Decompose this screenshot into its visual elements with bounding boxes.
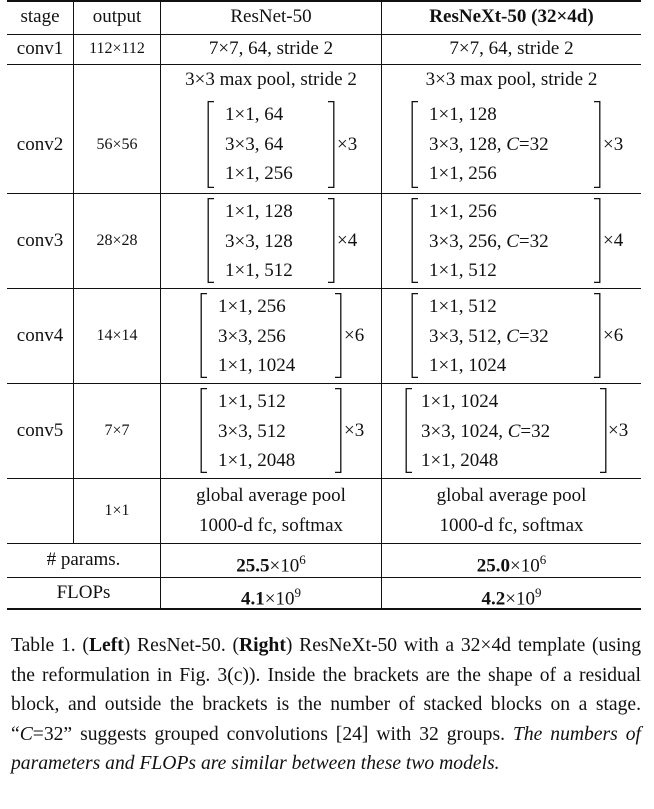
flops-resnet-exp: 9: [294, 585, 301, 600]
conv3-resnext-multiplier: ×4: [603, 229, 624, 251]
conv4-resnet-bracket-right: [334, 293, 342, 378]
conv5-stage: conv5: [16, 419, 64, 441]
conv2-output: 56×56: [96, 135, 138, 153]
params-resnext-base: ×10: [510, 555, 540, 577]
conv4-resnet-bracket-left: [200, 293, 208, 378]
conv3-resnext-mid-text: 3×3, 256,: [429, 230, 507, 252]
conv5-resnet-bracket-right: [334, 388, 342, 473]
conv5-resnext-bracket-left: [405, 388, 413, 473]
rule-top: [7, 0, 641, 2]
caption-part1: ) ResNet-50. (: [123, 635, 240, 656]
conv5-resnext-line: [421, 421, 550, 443]
params-resnet-mantissa: 25.5: [236, 555, 270, 577]
conv2-resnext-mid-text: 3×3, 128,: [429, 133, 507, 155]
vrule-stage: [73, 0, 74, 543]
caption-part2: ) ResNeXt-50 with a 32×4d template (using the reformulation in Fig. 3(c)). Inside the brackets are the shape of a residual block, and outside the brackets is the number of stacked blocks on a stage. “: [11, 635, 642, 745]
params-resnet-base: ×10: [269, 555, 300, 577]
conv4-resnext-line: 1×1, 1024: [429, 355, 507, 376]
conv2-resnext-line: 1×1, 128: [429, 104, 497, 125]
conv4-resnext-mid-text: 3×3, 512,: [429, 325, 507, 347]
conv4-resnext-multiplier: ×6: [603, 324, 624, 346]
conv1-resnet: 7×7, 64, stride 2: [208, 38, 334, 59]
conv4-output: 14×14: [96, 326, 138, 344]
final-resnext-fc: 1000-d fc, softmax: [439, 515, 584, 536]
conv2-resnext-line: [429, 134, 549, 156]
params-resnext-exp: 6: [539, 552, 547, 567]
conv4-resnet-line: 3×3, 256: [218, 325, 286, 347]
final-resnet-pool: global average pool: [196, 485, 346, 506]
architecture-table: [7, 0, 641, 609]
final-resnext-pool: global average pool: [436, 485, 587, 506]
conv4-resnet-line: 1×1, 1024: [218, 355, 296, 376]
flops-resnext-exp: 9: [534, 585, 542, 600]
caption-prefix: Table 1. (: [11, 635, 89, 656]
caption-left: Left: [88, 635, 124, 656]
conv1-resnext: 7×7, 64, stride 2: [449, 38, 574, 59]
conv4-resnet-line: 1×1, 256: [218, 296, 286, 317]
conv2-resnet-bracket-right: [327, 101, 335, 188]
conv3-resnet-line: 3×3, 128: [225, 230, 293, 252]
conv3-stage: conv3: [16, 229, 64, 251]
flops-resnext-base: ×10: [505, 588, 535, 610]
conv3-resnext-line: 1×1, 512: [429, 260, 497, 281]
header-resnet: ResNet-50: [230, 6, 312, 27]
rule-conv2: [7, 193, 641, 194]
conv2-resnext-bracket-left: [411, 101, 419, 188]
header-output: output: [92, 6, 142, 27]
conv2-resnet-line: 3×3, 64: [225, 133, 284, 155]
rule-header: [7, 34, 641, 35]
rule-final: [7, 543, 641, 544]
conv3-resnext-bracket-left: [411, 198, 419, 283]
conv3-resnet-multiplier: ×4: [337, 229, 358, 251]
conv4-stage: conv4: [16, 324, 64, 346]
conv4-resnet-multiplier: ×6: [344, 324, 365, 346]
conv4-resnext-line: 1×1, 512: [429, 296, 497, 317]
header-stage: stage: [20, 6, 60, 27]
conv1-output: 112×112: [89, 40, 145, 57]
conv5-resnet-multiplier: ×3: [344, 419, 365, 441]
maxpool-resnext: 3×3 max pool, stride 2: [425, 69, 598, 90]
conv5-resnext-line: 1×1, 2048: [421, 450, 499, 471]
conv2-resnext-multiplier: ×3: [603, 133, 624, 155]
conv3-resnet-bracket-right: [327, 198, 335, 283]
params-resnet: [161, 549, 381, 577]
params-resnet-exp: 6: [299, 552, 306, 567]
conv3-resnext-line: [429, 231, 549, 253]
conv5-resnet-bracket-left: [200, 388, 208, 473]
conv3-resnext-bracket-right: [593, 198, 601, 283]
rule-conv4: [7, 383, 641, 384]
conv2-resnet-multiplier: ×3: [337, 133, 358, 155]
flops-label: FLOPs: [56, 582, 111, 603]
maxpool-resnet: 3×3 max pool, stride 2: [185, 69, 357, 90]
flops-resnext-mantissa: 4.2: [481, 588, 506, 610]
params-resnext-mantissa: 25.0: [476, 555, 511, 577]
conv2-resnext-cardinality: C=32: [506, 133, 549, 155]
conv5-resnext-mid-text: 3×3, 1024,: [421, 420, 508, 442]
flops-resnet: [161, 582, 381, 610]
conv5-resnet-line: 3×3, 512: [218, 420, 286, 442]
conv5-output: 7×7: [104, 421, 130, 439]
conv2-stage: conv2: [16, 133, 64, 155]
conv3-resnext-line: 1×1, 256: [429, 201, 497, 222]
conv5-resnet-line: 1×1, 2048: [218, 450, 296, 471]
caption-c: C: [19, 723, 33, 745]
rule-conv1: [7, 64, 641, 65]
conv3-resnext-cardinality: C=32: [506, 230, 549, 252]
flops-resnext: [382, 582, 641, 610]
conv3-resnet-line: 1×1, 128: [225, 201, 293, 222]
params-resnext: [382, 549, 641, 577]
conv5-resnext-line: 1×1, 1024: [421, 391, 499, 412]
conv3-resnet-line: 1×1, 512: [225, 260, 293, 281]
conv2-resnet-line: 1×1, 64: [225, 104, 284, 125]
conv3-output: 28×28: [96, 231, 138, 249]
conv3-resnet-bracket-left: [207, 198, 215, 283]
conv5-resnext-cardinality: C=32: [507, 420, 551, 442]
conv2-resnet-bracket-left: [207, 101, 215, 188]
caption-part3: =32” suggests grouped convolutions [24] with 32 groups.: [32, 723, 513, 745]
conv4-resnext-line: [429, 326, 549, 348]
conv4-resnext-cardinality: C=32: [506, 325, 549, 347]
conv5-resnext-bracket-right: [599, 388, 607, 473]
final-resnet-fc: 1000-d fc, softmax: [198, 515, 344, 536]
caption-right: Right: [239, 635, 286, 656]
flops-resnet-base: ×10: [264, 588, 295, 610]
header-resnext: ResNeXt-50 (32×4d): [429, 6, 594, 27]
conv1-stage: conv1: [16, 38, 64, 59]
params-label: # params.: [46, 549, 121, 570]
final-output: 1×1: [104, 502, 130, 519]
flops-resnet-mantissa: 4.1: [241, 588, 265, 610]
rule-conv5: [7, 478, 641, 479]
conv2-resnet-line: 1×1, 256: [225, 163, 293, 184]
rule-conv3: [7, 288, 641, 289]
conv2-resnext-line: 1×1, 256: [429, 163, 497, 184]
table-caption: [11, 631, 641, 779]
conv5-resnet-line: 1×1, 512: [218, 391, 286, 412]
conv2-resnext-bracket-right: [593, 101, 601, 188]
conv4-resnext-bracket-left: [411, 293, 419, 378]
caption-italic-end: The numbers of parameters and FLOPs are similar between these two models.: [11, 723, 641, 775]
conv5-resnext-multiplier: ×3: [608, 419, 629, 441]
conv4-resnext-bracket-right: [593, 293, 601, 378]
